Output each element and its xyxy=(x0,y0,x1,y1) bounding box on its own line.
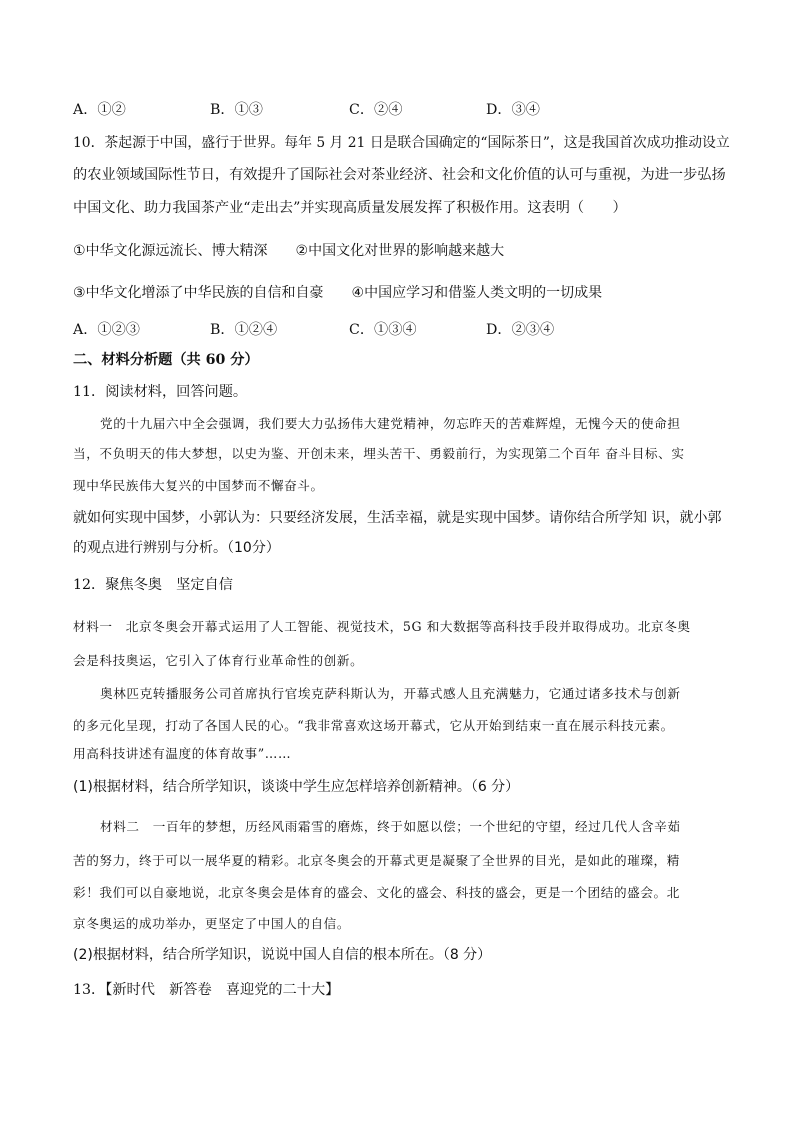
q10-stem-line-2: 的农业领域国际性节日，有效提升了国际社会对茶业经济、社会和文化价值的认可与重视，为进一步弘扬 xyxy=(73,167,726,183)
q12-material2-line-4: 京冬奥运的成功举办，更坚定了中国人的自信。 xyxy=(73,916,351,931)
q10-statement-2: ③中华文化增添了中华民族的自信和自豪 ④中国应学习和借鉴人类文明的一切成果 xyxy=(73,285,603,301)
q9-option-d: D．③④ xyxy=(486,102,540,118)
q10-statement-1: ①中华文化源远流长、博大精深 ②中国文化对世界的影响越来越大 xyxy=(73,243,505,259)
q10-stem-line-1: 10．茶起源于中国，盛行于世界。每年 5 月 21 日是联合国确定的“国际茶日”，这是我国首次成功推动设立 xyxy=(73,135,730,151)
q12-material1-line-1: 材料一 北京冬奥会开幕式运用了人工智能、视觉技术，5G 和大数据等高科技手段并取得成功。北京冬奥 xyxy=(73,619,691,634)
q9-option-b: B．①③ xyxy=(210,102,263,118)
q12-material2-line-1: 材料二 一百年的梦想，历经风雨霜雪的磨炼，终于如愿以偿；一个世纪的守望，经过几代人含辛茹 xyxy=(100,819,681,834)
q10-stem-line-3: 中国文化、助力我国茶产业“走出去”并实现高质量发展发挥了积极作用。这表明（ ） xyxy=(73,200,627,216)
q12-material1-line-2: 会是科技奥运，它引入了体育行业革命性的创新。 xyxy=(73,653,364,668)
q10-option-a: A．①②③ xyxy=(73,322,140,338)
q13-title: 13．【新时代 新答卷 喜迎党的二十大】 xyxy=(73,982,340,998)
q12-question-2: (2)根据材料，结合所学知识，说说中国人自信的根本所在。（8 分） xyxy=(73,947,492,963)
q11-material-line-1: 党的十九届六中全会强调，我们要大力弘扬伟大建党精神，勿忘昨天的苦难辉煌，无愧今天的使命担 xyxy=(100,416,681,431)
q11-question-line-1: 就如何实现中国梦，小郭认为：只要经济发展，生活幸福，就是实现中国梦。请你结合所学知 识，就小郭 xyxy=(73,510,722,526)
q11-question-line-2: 的观点进行辨别与分析。（10分） xyxy=(73,540,280,556)
q10-option-c: C．①③④ xyxy=(349,322,417,338)
q10-option-b: B．①②④ xyxy=(210,322,278,338)
q12-material1-line-3: 奥林匹克转播服务公司首席执行官埃克萨科斯认为，开幕式感人且充满魅力，它通过诸多技术与创新 xyxy=(100,686,681,701)
section-2-title: 二、材料分析题（共 60 分） xyxy=(73,352,259,368)
q12-question-1: (1)根据材料，结合所学知识，谈谈中学生应怎样培养创新精神。（6 分） xyxy=(73,779,520,795)
q9-option-c: C．②④ xyxy=(349,102,403,118)
q11-material-line-2: 当，不负明天的伟大梦想，以史为鉴、开创未来，埋头苦干、勇毅前行，为实现第二个百年 奋斗目标、实 xyxy=(73,446,685,461)
q12-title: 12．聚焦冬奥 坚定自信 xyxy=(73,577,233,593)
q11-material-line-3: 现中华民族伟大复兴的中国梦而不懈奋斗。 xyxy=(73,478,324,493)
q9-option-a: A．①② xyxy=(73,102,126,118)
q11-title: 11．阅读材料，回答问题。 xyxy=(73,384,248,400)
q12-material1-line-5: 用高科技讲述有温度的体育故事”…… xyxy=(73,746,292,761)
q12-material1-line-4: 的多元化呈现，打动了各国人民的心。“我非常喜欢这场开幕式，它从开始到结束一直在展示科技元素。 xyxy=(73,718,674,733)
q12-material2-line-2: 苦的努力，终于可以一展华夏的精彩。北京冬奥会的开幕式更是凝聚了全世界的目光，是如此的璀璨，精 xyxy=(73,853,680,868)
q12-material2-line-3: 彩！我们可以自豪地说，北京冬奥会是体育的盛会、文化的盛会、科技的盛会，更是一个团结的盛会。北 xyxy=(73,885,680,900)
q10-option-d: D．②③④ xyxy=(486,322,555,338)
